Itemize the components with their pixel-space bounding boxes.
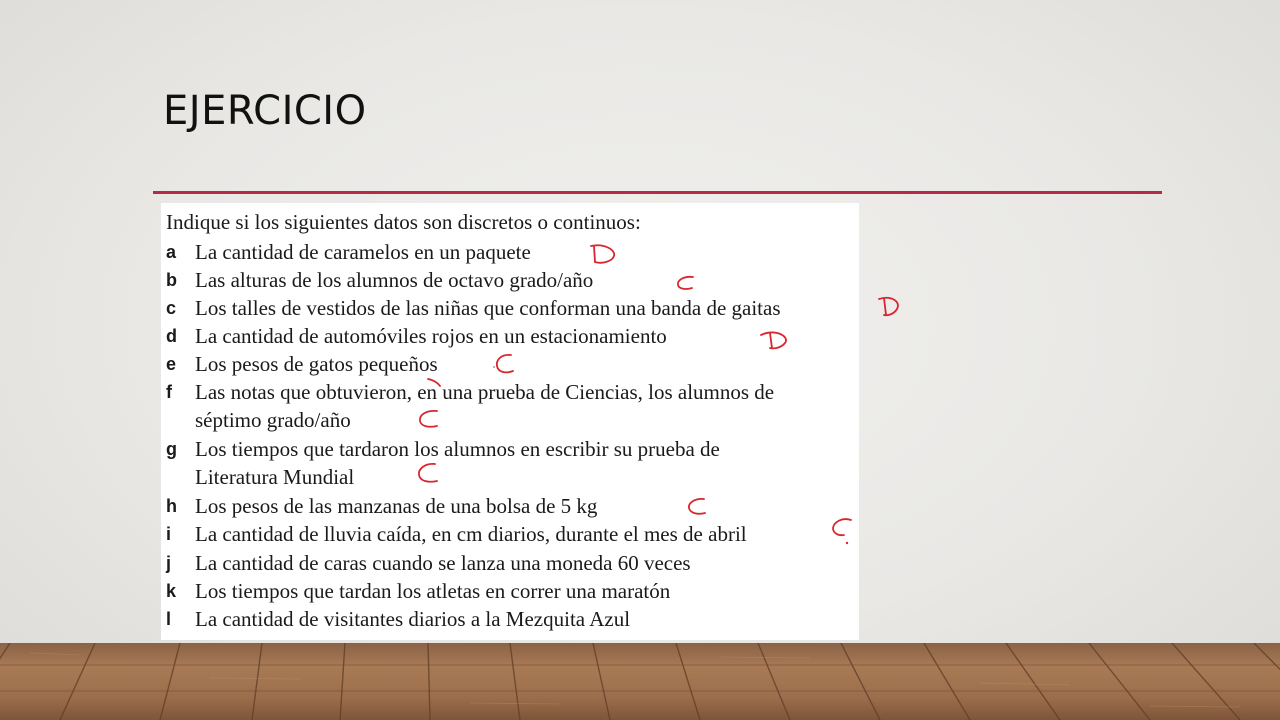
item-text-continued: Literatura Mundial [195,465,355,489]
item-text: Los pesos de las manzanas de una bolsa de 5 kg [195,494,598,518]
item-text: La cantidad de visitantes diarios a la Mezquita Azul [195,607,631,631]
item-letter: j [166,553,172,573]
answer-mark-c-D [879,298,898,315]
item-text: Las alturas de los alumnos de octavo grado/año [195,268,594,292]
item-text: La cantidad de caras cuando se lanza una moneda 60 veces [195,551,691,575]
item-letter: a [166,242,177,262]
item-text: La cantidad de caramelos en un paquete [195,240,531,264]
item-letter: g [166,439,177,459]
exercise-instruction: Indique si los siguientes datos son discretos o continuos: [166,210,641,234]
item-text: La cantidad de automóviles rojos en un estacionamiento [195,324,667,348]
wood-floor-decoration [0,643,1280,720]
slide-title: EJERCICIO [163,88,367,134]
item-letter: h [166,496,177,516]
item-letter: b [166,270,177,290]
item-letter: k [166,581,177,601]
item-letter: c [166,298,177,318]
item-text: Los talles de vestidos de las niñas que conforman una banda de gaitas [195,296,781,320]
item-text: Las notas que obtuvieron, en una prueba de Ciencias, los alumnos de [195,380,775,404]
item-letter: l [166,609,172,629]
item-letter: f [166,382,172,402]
exercise-panel [161,203,859,640]
item-text: Los tiempos que tardan los atletas en correr una maratón [195,579,671,603]
item-text-continued: séptimo grado/año [195,408,351,432]
item-text: La cantidad de lluvia caída, en cm diarios, durante el mes de abril [195,522,747,546]
item-letter: d [166,326,177,346]
item-text: Los tiempos que tardaron los alumnos en escribir su prueba de [195,437,720,461]
item-letter: e [166,354,177,374]
item-text: Los pesos de gatos pequeños [195,352,438,376]
item-letter: i [166,524,172,544]
title-divider [153,191,1162,194]
